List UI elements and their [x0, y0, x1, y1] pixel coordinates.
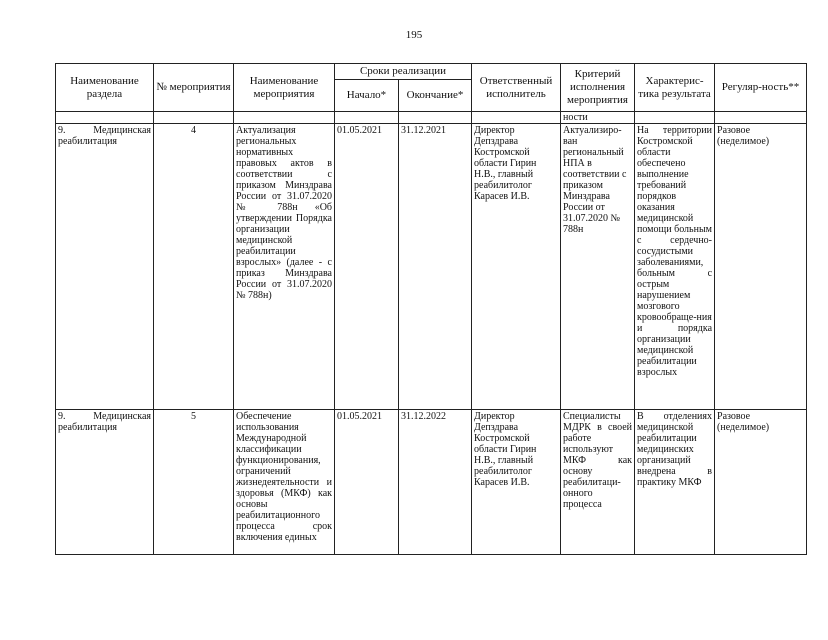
- row-criterion: Специалисты МДРК в своей работе используют МКФ как основу реабилитаци-онного процесса: [561, 410, 635, 555]
- header-end: Окончание*: [399, 80, 472, 112]
- row-event-name: Актуализация региональных нормативных правовых актов в соответствии с приказом Минздрава России от 31.07.2020 № 788н «Об утверждении Порядка организации медицинской реабилитации взрослых» (далее - с приказ Минздрава России от 31.07.2020 № 788н): [234, 124, 335, 410]
- action-plan-table: [55, 63, 807, 555]
- header-regularity: Регуляр-ность**: [715, 64, 807, 112]
- row-regularity: Разовое (неделимое): [715, 124, 807, 410]
- table-row: [56, 124, 807, 410]
- header-criterion: Критерий исполнения мероприятия: [561, 64, 635, 112]
- row-responsible: Директор Депздрава Костромской области Гирин Н.В., главный реабилитолог Карасев И.В.: [472, 410, 561, 555]
- continuation-row: [56, 112, 807, 124]
- row-result: На территории Костромской области обеспечено выполнение требований порядков оказания медицинской помощи больным с сердечно-сосудистыми заболеваниями, больным с острым нарушением мозгового кровообраще-ния и порядка организации медицинской реабилитации взрослых: [635, 124, 715, 410]
- row-responsible: Директор Депздрава Костромской области Гирин Н.В., главный реабилитолог Карасев И.В.: [472, 124, 561, 410]
- page-number: 195: [405, 29, 423, 41]
- header-start: Начало*: [335, 80, 399, 112]
- row-result: В отделениях медицинской реабилитации медицинских организаций внедрена в практику МКФ: [635, 410, 715, 555]
- row-end-date: 31.12.2021: [399, 124, 472, 410]
- row-event-name: Обеспечение использования Международной классификации функционирования, ограничений жизнедеятельности и здоровья (МКФ) как основы реабилитационного процесса срок включения единых: [234, 410, 335, 555]
- row-regularity: Разовое (неделимое): [715, 410, 807, 555]
- row-start-date: 01.05.2021: [335, 410, 399, 555]
- header-event-number: № мероприятия: [154, 64, 234, 112]
- header-responsible: Ответственный исполнитель: [472, 64, 561, 112]
- row-number: 4: [154, 124, 234, 410]
- row-section: 9. Медицинская реабилитация: [56, 124, 154, 410]
- header-deadlines: Сроки реализации: [335, 64, 472, 80]
- row-section: 9. Медицинская реабилитация: [56, 410, 154, 555]
- criterion-continuation: ности: [561, 112, 635, 124]
- row-criterion: Актуализиро-ван региональный НПА в соответствии с приказом Минздрава России от 31.07.2020 № 788н: [561, 124, 635, 410]
- row-end-date: 31.12.2022: [399, 410, 472, 555]
- row-number: 5: [154, 410, 234, 555]
- header-section-name: Наименование раздела: [56, 64, 154, 112]
- table-row: [56, 410, 807, 555]
- header-event-name: Наименование мероприятия: [234, 64, 335, 112]
- header-result: Характерис-тика результата: [635, 64, 715, 112]
- row-start-date: 01.05.2021: [335, 124, 399, 410]
